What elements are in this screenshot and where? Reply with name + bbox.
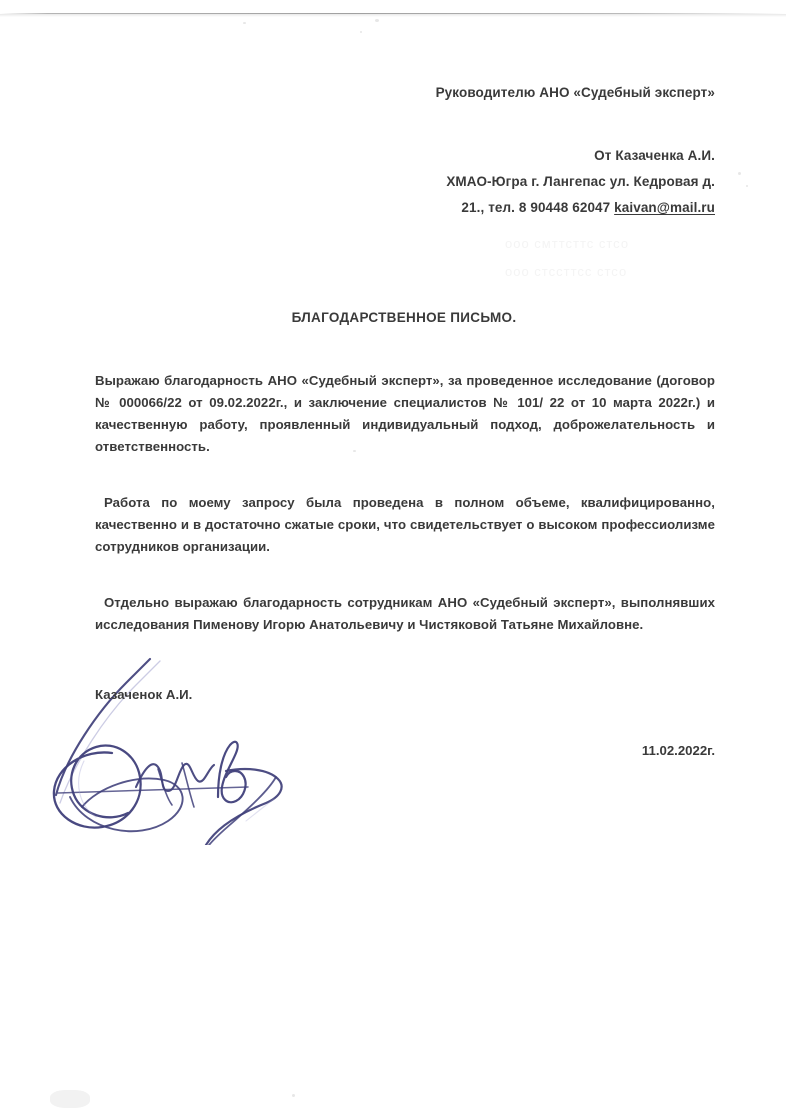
sender-contact-line — [240, 195, 715, 221]
scan-speck — [243, 22, 246, 24]
scan-speck — [738, 172, 741, 175]
scan-speck — [746, 185, 748, 187]
sender-address-line: ХМАО-Югра г. Лангепас ул. Кедровая д. — [446, 174, 715, 189]
scan-edge-shadow — [0, 14, 786, 17]
document-title: БЛАГОДАРСТВЕННОЕ ПИСЬМО. — [291, 310, 517, 325]
sender-phone: 21., тел. 8 90448 62047 — [461, 200, 611, 215]
body-paragraph-1: Выражаю благодарность АНО «Судебный эксперт», за проведенное исследование (договор № 000066/22 от 09.02.2022г., и заключение специалистов № 101/ 22 от 10 марта 2022г.) и качественную работу, проявленный индивидуальный подход, доброжелательность и ответственность. — [95, 373, 715, 454]
scan-speck — [360, 31, 362, 33]
scan-speck — [292, 1094, 295, 1097]
body-paragraph-3: Отдельно выражаю благодарность сотрудникам АНО «Судебный эксперт», выполнявших исследования Пименову Игорю Анатольевичу и Чистяковой Татьяне Михайловне. — [95, 595, 715, 632]
document-body — [95, 370, 715, 636]
document-date: 11.02.2022г. — [641, 743, 715, 758]
sender-from-line: От Казаченка А.И. — [594, 148, 715, 163]
ghost-text-artifact: ооо смттсттс стсо — [505, 236, 630, 251]
scan-speck — [375, 19, 379, 22]
sender-email[interactable]: kaivan@mail.ru — [614, 200, 715, 215]
ghost-text-artifact: ооо стссттсс стсо — [505, 264, 628, 279]
handwritten-signature — [40, 645, 300, 845]
addressee-line: Руководителю АНО «Судебный эксперт» — [435, 85, 715, 100]
scan-smudge — [50, 1090, 90, 1108]
sender-block — [240, 143, 715, 221]
body-paragraph-2: Работа по моему запросу была проведена в полном объеме, квалифицированно, качественно и в достаточно сжатые сроки, что свидетельствует о высоком профессиолизме сотрудников организации. — [95, 495, 715, 554]
signer-name: Казаченок А.И. — [95, 687, 193, 702]
